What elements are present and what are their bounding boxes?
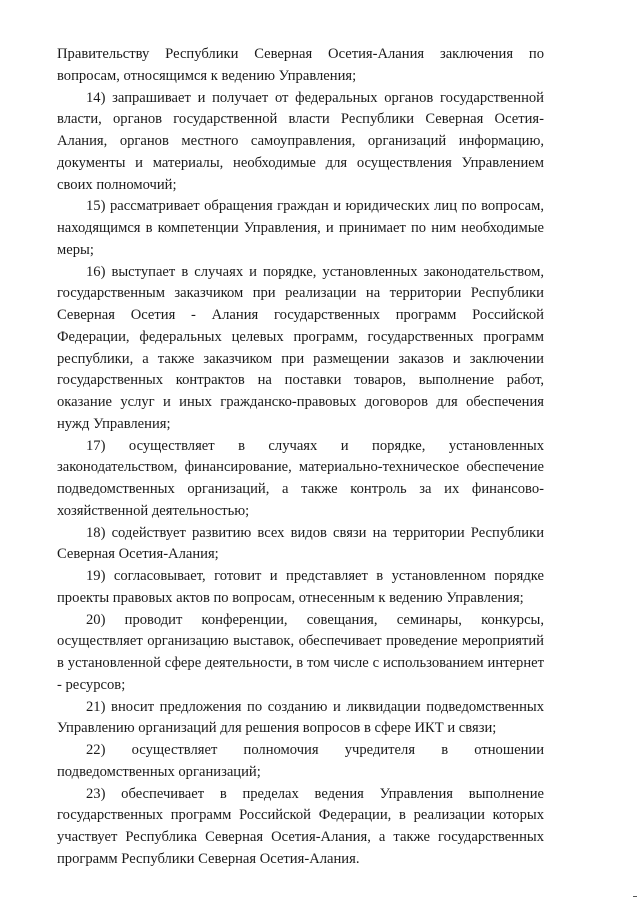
scan-edge-mark — [633, 896, 637, 897]
paragraph-item-14: 14) запрашивает и получает от федеральных органов государственной власти, органов государственной власти Республики Северная Осетия-Алания, органов местного самоуправления, организаций информацию, документы и материалы, необходимые для осуществления Управлением своих полномочий; — [57, 89, 544, 193]
paragraph-continuation: Правительству Республики Северная Осетия-Алания заключения по вопросам, относящимся к ведению Управления; — [57, 46, 544, 84]
paragraph-item-21: 21) вносит предложения по созданию и ликвидации подведомственных Управлению организаций для решения вопросов в сфере ИКТ и связи; — [57, 698, 544, 737]
paragraph-item-18: 18) содействует развитию всех видов связи на территории Республики Северная Осетия-Алания; — [57, 524, 544, 563]
paragraph-item-23: 23) обеспечивает в пределах ведения Управления выполнение государственных программ Российской Федерации, в реализации которых участвует Республика Северная Осетия-Алания, а также государственных программ Республики Северная Осетия-Алания. — [57, 785, 544, 867]
paragraph-item-20: 20) проводит конференции, совещания, семинары, конкурсы, осуществляет организацию выставок, обеспечивает проведение мероприятий в установленной сфере деятельности, в том числе с использованием интернет - ресурсов; — [57, 611, 544, 693]
document-body — [57, 44, 544, 871]
paragraph-item-16: 16) выступает в случаях и порядке, установленных законодательством, государственным заказчиком при реализации на территории Республики Северная Осетия - Алания государственных программ Российской Федерации, федеральных целевых программ, государственных программ республики, а также заказчиком при размещении заказов и заключении государственных контрактов на поставки товаров, выполнение работ, оказание услуг и иных гражданско-правовых договоров для обеспечения нужд Управления; — [57, 263, 544, 432]
paragraph-item-22: 22) осуществляет полномочия учредителя в отношении подведомственных организаций; — [57, 742, 544, 780]
paragraph-item-15: 15) рассматривает обращения граждан и юридических лиц по вопросам, находящимся в компетенции Управления, и принимает по ним необходимые меры; — [57, 198, 544, 258]
paragraph-item-19: 19) согласовывает, готовит и представляет в установленном порядке проекты правовых актов по вопросам, отнесенным к ведению Управления; — [57, 568, 544, 606]
paragraph-item-17: 17) осуществляет в случаях и порядке, установленных законодательством, финансирование, материально-техническое обеспечение подведомственных организаций, а также контроль за их финансово-хозяйственной деятельностью; — [57, 437, 544, 519]
